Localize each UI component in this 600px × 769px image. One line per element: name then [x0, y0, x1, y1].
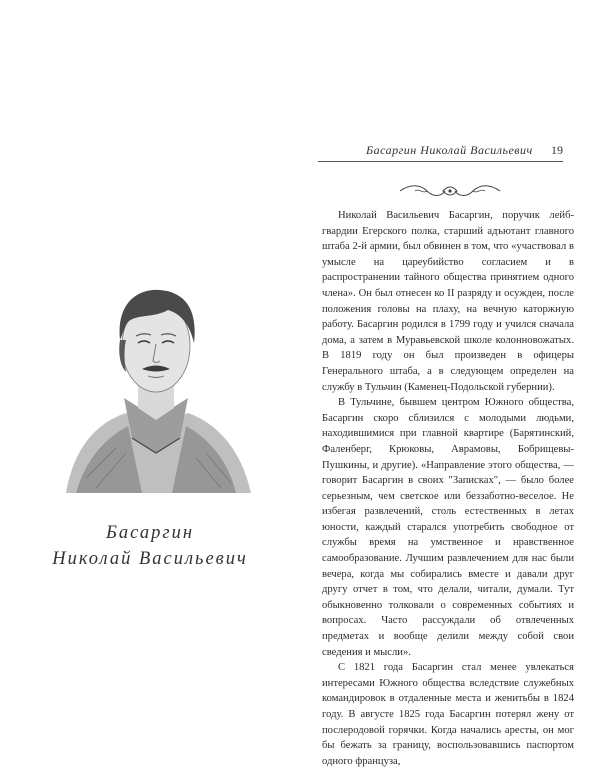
running-title: Басаргин Николай Васильевич — [366, 143, 533, 157]
portrait-caption-name: Николай Васильевич — [52, 549, 248, 569]
body-text — [322, 208, 574, 769]
paragraph: Николай Васильевич Басаргин, поручик лейб-гвардии Егерского полка, старший адъютант главного штаба 2-й армии, был обвинен в том, что «участвовал в умысле на цареубийство согласием и в распространении тайного общества принятием одного члена». Он был отнесен ко II разряду и осужден, после положения головы на плаху, на вечную каторжную работу. Басаргин родился в 1799 году и учился сначала дома, а затем в Муравьевской школе колонновожатых. В 1819 году он был произведен в офицеры Генерального штаба, а в следующем определен на службу в Тульчин (Каменец-Подольской губернии). — [322, 210, 574, 393]
ornament-divider — [395, 182, 505, 200]
portrait-caption-surname: Басаргин — [105, 523, 195, 543]
page-number: 19 — [551, 143, 563, 157]
paragraph: С 1821 года Басаргин стал менее увлекаться интересами Южного общества вследствие служебных командировок в отдаленные места и женитьбы в 1824 году. В августе 1825 года Басаргин потерял жену от послеродовой горячки. Когда начались аресты, он мог бы бежать за границу, воспользовавшись паспортом одного француза, — [322, 662, 574, 767]
running-header — [318, 143, 563, 162]
portrait-illustration — [56, 248, 256, 493]
right-page — [300, 0, 600, 767]
left-page — [0, 0, 300, 750]
paragraph: В Тульчине, бывшем центром Южного общества, Басаргин скоро сблизился с молодыми людьми, находившимися при главной квартире (Барятинский, Фаленберг, Крюковы, Аврамовы, Бобрищевы-Пушкины, и другие). «Направление этого общества, — говорит Басаргин в своих "Записках", — было более серьезным, чем светское или беззаботно-веселое. Не избегая развлечений, столь естественных в летах юности, каждый старался употребить свободное от службы время на умственное и нравственное самообразование. Лучшим развлечением для нас были вечера, когда мы собирались вместе и давали друг другу отчет в том, что делали, читали, думали. Тут обыкновенно толковали о современных событиях и вопросах. Часто рассуждали об отвлеченных предметах и вообще делили между собой свои сведения и мысли». — [322, 397, 574, 658]
